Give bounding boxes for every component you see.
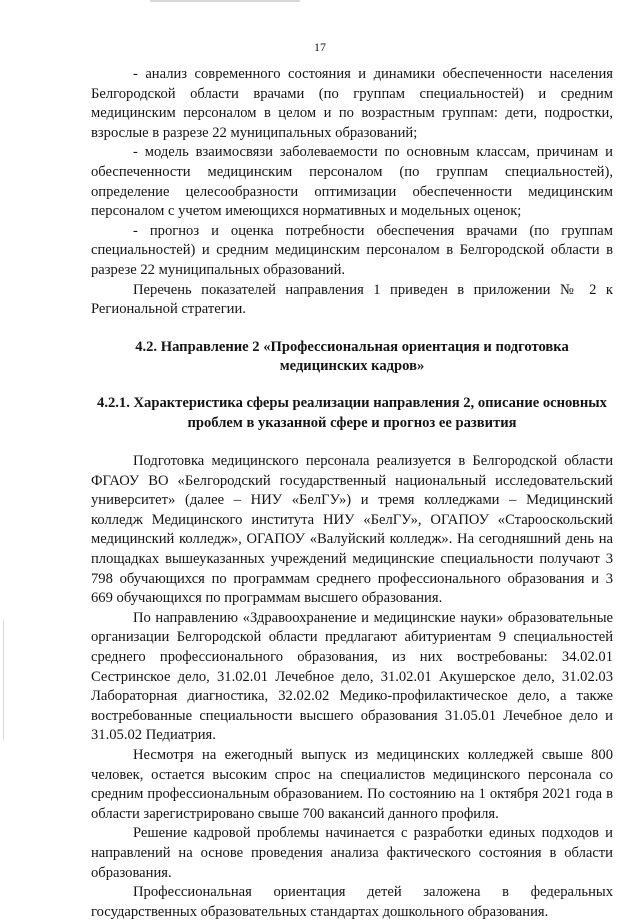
body-paragraph-orientation: Профессиональная ориентация детей заложена в федеральных государственных образовательных стандартах дошкольного образования.: [91, 884, 613, 920]
list-item-model: - модель взаимосвязи заболеваемости по основным классам, причинам и обеспеченности медицинским персоналом (по группам специальностей), определение целесообразности оптимизации обеспеченности медицинским персоналом с учетом имеющихся нормативных и модельных оценок;: [91, 144, 613, 220]
page-number: 17: [314, 40, 326, 54]
section-heading: 4.2. Направление 2 «Профессиональная ориентация и подготовка медицинских кадров»: [135, 338, 569, 375]
scan-artifact-left: [3, 620, 4, 740]
body-paragraph-training: Подготовка медицинского персонала реализуется в Белгородской области ФГАОУ ВО «Белгородский государственный национальный исследовательский университет» (далее – НИУ «БелГУ») и тремя колледжами – Медицинский колледж Медицинского института НИУ «БелГУ», ОГАПОУ «Старооскольский медицинский колледж», ОГАПОУ «Валуйский колледж». На сегодняшний день на площадках вышеуказанных учреждений медицинские специальности получают 3 798 обучающихся по программам среднего профессионального образования и 3 669 обучающихся по программам высшего образования.: [91, 453, 613, 607]
indicators-paragraph: Перечень показателей направления 1 приведен в приложении № 2 к Региональной стратегии.: [91, 281, 613, 318]
body-paragraph-solution: Решение кадровой проблемы начинается с разработки единых подходов и направлений на основе проведения анализа фактического состояния в области образования.: [91, 825, 613, 881]
list-item-analysis: - анализ современного состояния и динамики обеспеченности населения Белгородской области врачами (по группам специальностей) и средним медицинским персоналом в целом и по возрастным группам: дети, подростки, взрослые в разрезе 22 муниципальных образований;: [91, 66, 613, 141]
scan-artifact-top: [150, 0, 300, 2]
subsection-heading: 4.2.1. Характеристика сферы реализации направления 2, описание основных проблем в указанной сфере и прогноз ее развития: [97, 394, 607, 431]
document-body: [91, 65, 613, 922]
list-item-forecast: - прогноз и оценка потребности обеспечения врачами (по группам специальностей) и средним медицинским персоналом в Белгородской области в разрезе 22 муниципальных образований.: [91, 222, 613, 278]
body-paragraph-demand: Несмотря на ежегодный выпуск из медицинских колледжей свыше 800 человек, остается высоким спрос на специалистов медицинского персонала со средним профессиональным образованием. По состоянию на 1 октября 2021 года в области зарегистрировано свыше 700 вакансий данного профиля.: [91, 747, 613, 822]
body-paragraph-specialties: По направлению «Здравоохранение и медицинские науки» образовательные организации Белгородской области предлагают абитуриентам 9 специальностей среднего профессионального образования, из них востребованы: 34.02.01 Сестринское дело, 31.02.01 Лечебное дело, 31.02.01 Акушерское дело, 31.02.03 Лабораторная диагностика, 32.02.02 Медико-профилактическое дело, а также востребованные специальности высшего образования 31.05.01 Лечебное дело и 31.05.02 Педиатрия.: [91, 609, 613, 744]
